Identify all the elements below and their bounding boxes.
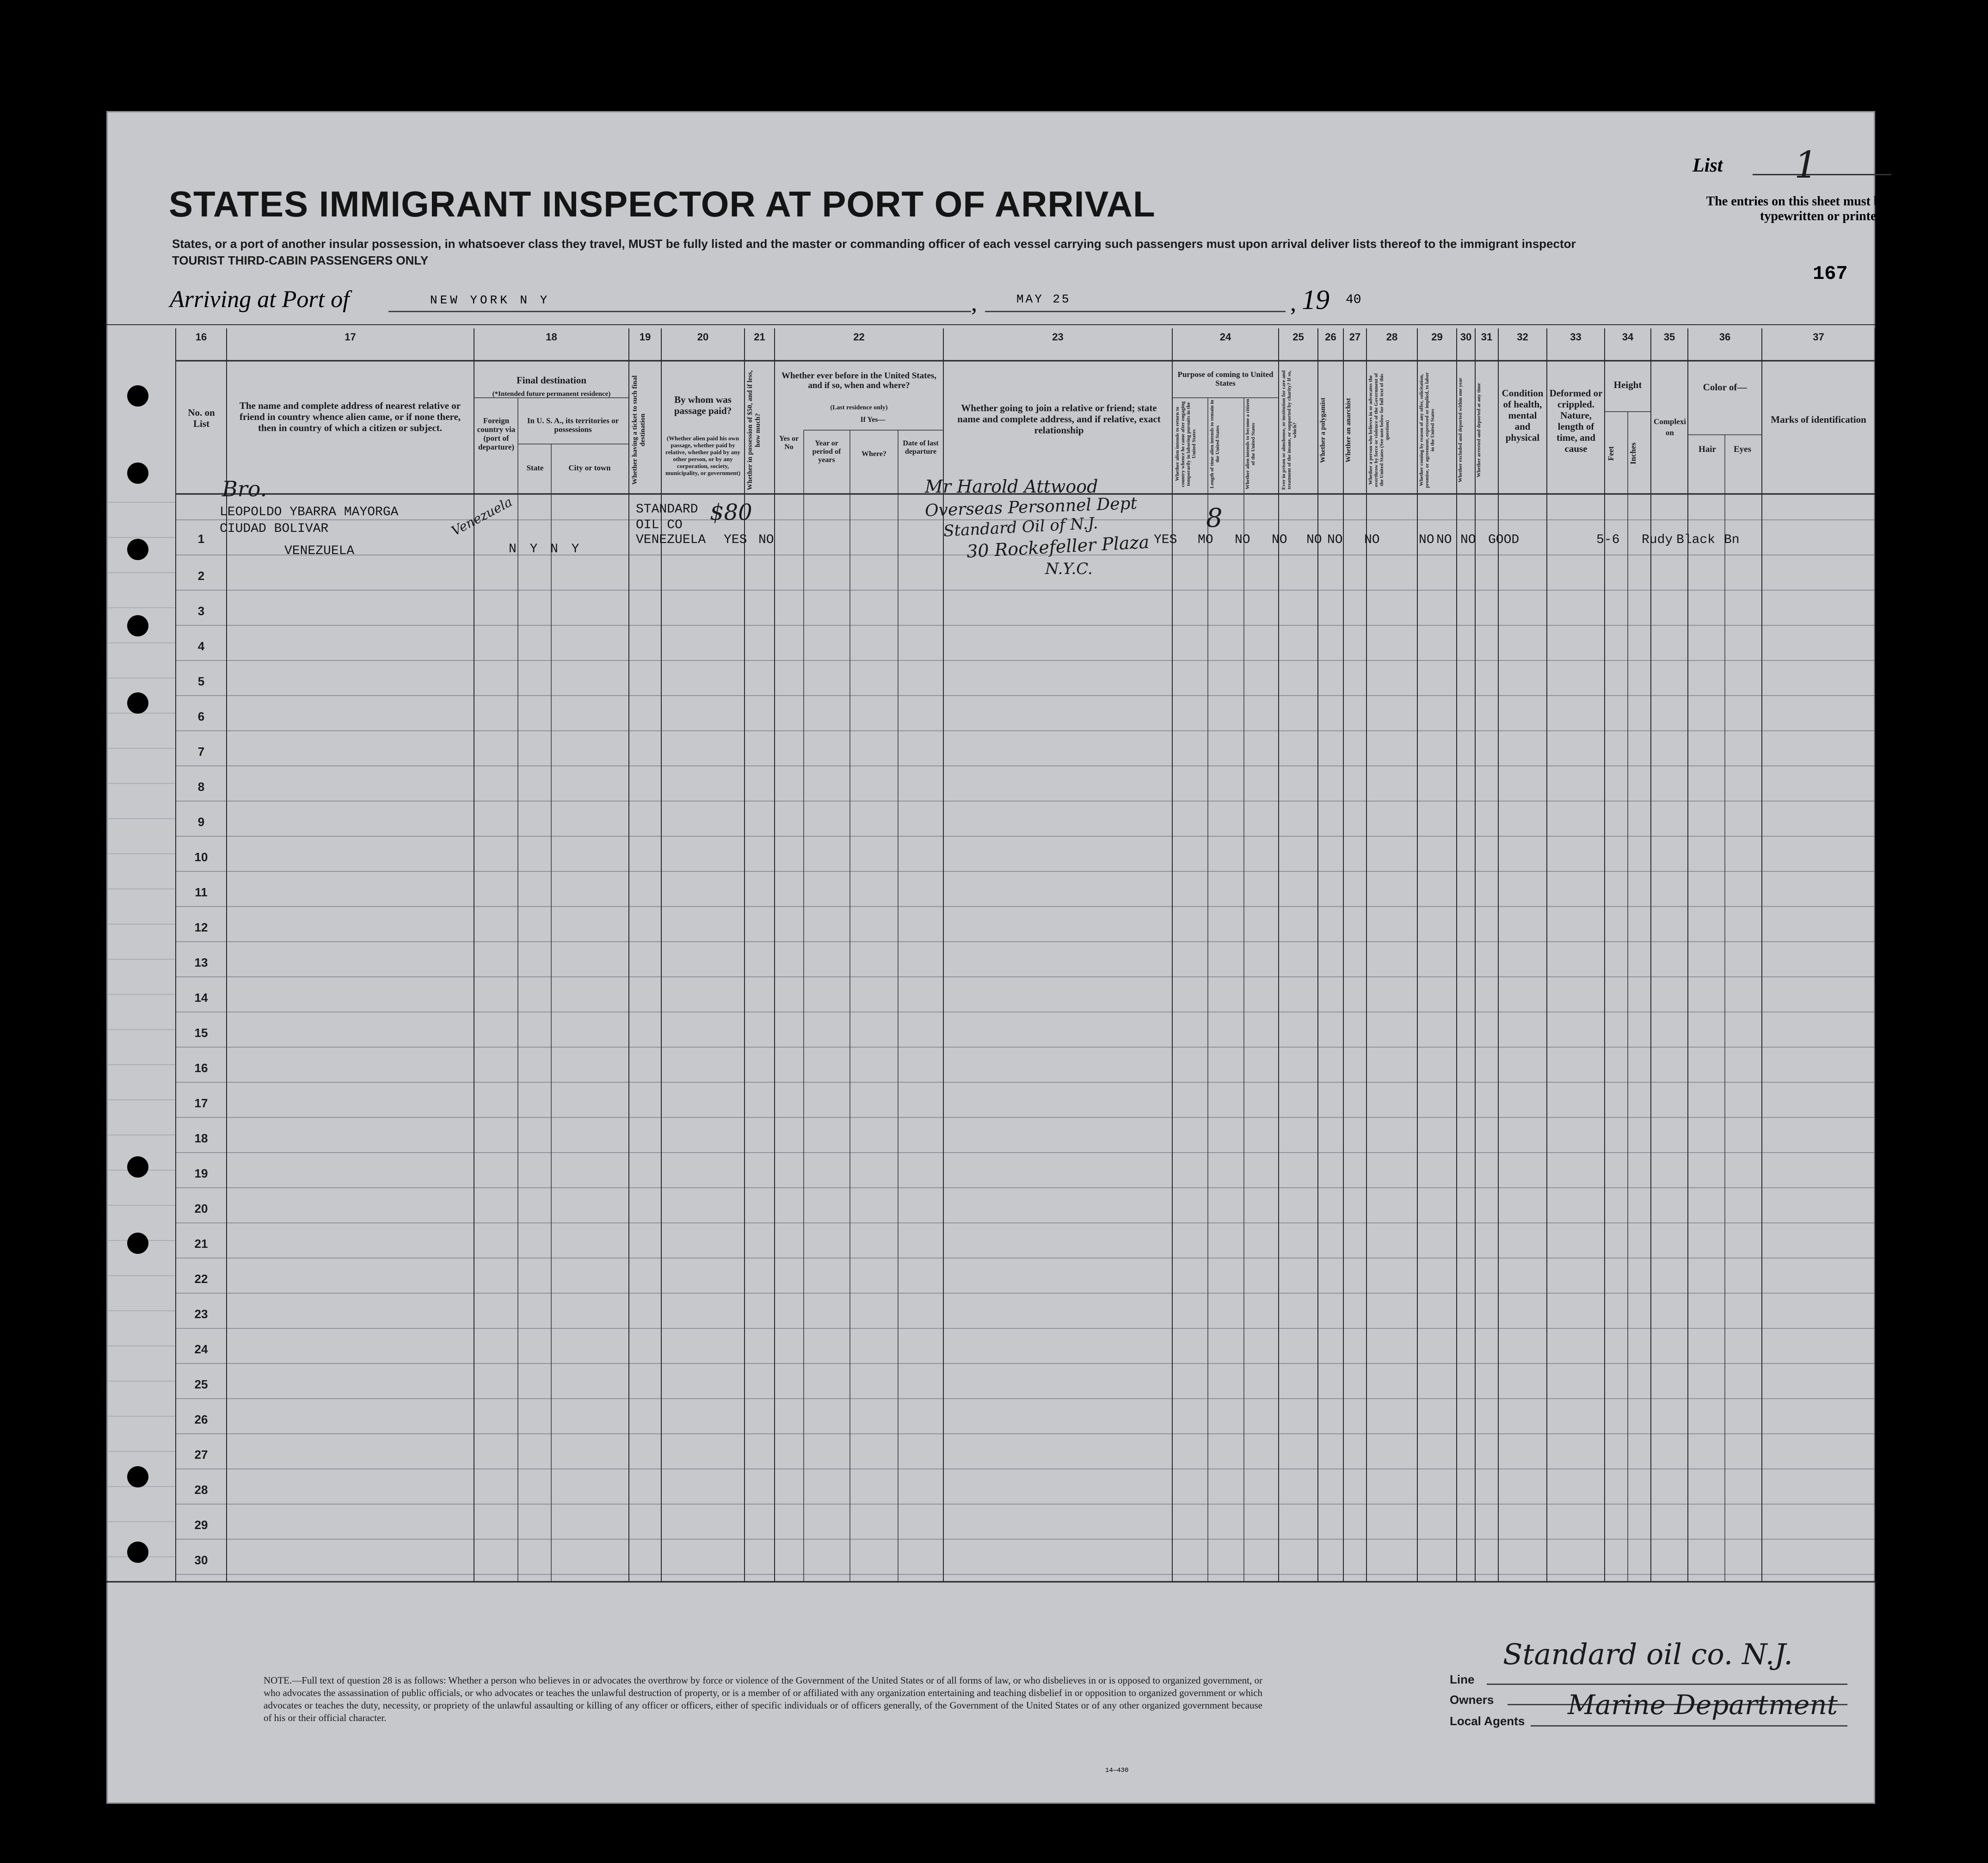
return-intent-value: YES — [1154, 533, 1177, 547]
row-number: 11 — [195, 885, 208, 899]
ever-before-value: NO — [758, 533, 774, 547]
foreign-via-handwritten: Venezuela — [449, 494, 515, 539]
manifest-sheet — [106, 111, 1887, 1804]
row-number: 20 — [194, 1202, 208, 1215]
header-no-on-list: No. on List — [188, 407, 215, 429]
header-if-yes: If Yes— — [860, 416, 886, 424]
header-year-period: Year or period of years — [812, 439, 841, 464]
row-number: 1 — [197, 532, 205, 546]
row-number: 26 — [194, 1413, 208, 1426]
year-prefix: 19 — [1302, 284, 1329, 315]
eyes-value: Bn — [1724, 533, 1740, 547]
row-number: 17 — [194, 1096, 208, 1110]
header-polygamist: Whether a polygamist — [1319, 397, 1327, 463]
agents-underline — [1531, 1725, 1847, 1727]
join-address-line3: Standard Oil of N.J. — [943, 514, 1099, 541]
header-purpose: Purpose of coming to United States — [1177, 370, 1274, 388]
row-number: 10 — [194, 850, 208, 864]
col-num-19: 19 — [639, 331, 651, 343]
punch-hole — [127, 463, 148, 484]
header-prison: Ever in prison or almshouse, or institution for care and treatment of the insane, or supported by charity? If so, which? — [1281, 370, 1298, 490]
header-hair: Hair — [1699, 444, 1716, 454]
col-num-30: 30 — [1460, 331, 1472, 343]
punch-hole — [127, 539, 148, 560]
agents-handwritten: Marine Department — [1568, 1689, 1838, 1721]
header-anarchist: Whether an anarchist — [1345, 398, 1352, 463]
header-color-of: Color of— — [1703, 382, 1747, 393]
punch-hole — [127, 1542, 148, 1563]
row-number: 24 — [194, 1342, 208, 1356]
row-number: 15 — [194, 1026, 208, 1040]
date-value: MAY 25 — [1016, 292, 1071, 306]
row-number: 30 — [194, 1553, 208, 1567]
line-handwritten: Standard oil co. N.J. — [1503, 1637, 1793, 1671]
punch-hole — [127, 385, 148, 407]
complexion-value: Rudy — [1642, 533, 1673, 547]
labor-offer-value: NO — [1419, 533, 1434, 547]
join-name-handwritten: Mr Harold Attwood — [925, 476, 1098, 497]
form-subtitle: States, or a port of another insular possession, in whatsoever class they travel, MUST be fully listed and the master or commanding officer of each vessel carrying such passengers must upon arrival deliver lists thereof to the immigrant inspector — [172, 237, 1576, 251]
relative-city: CIUDAD BOLIVAR — [220, 522, 329, 536]
entries-note: The entries on this sheet must be typewritten or printed. — [1706, 194, 1887, 223]
header-relative-address: The name and complete address of nearest relative or friend in country whence alien came, or if none there, then in country of which a citizen or subject. — [239, 400, 461, 433]
col-num-21: 21 — [754, 331, 765, 343]
punch-hole — [127, 615, 148, 636]
owners-label: Owners — [1450, 1693, 1494, 1707]
row-number: 5 — [197, 674, 205, 688]
join-address-line5: N.Y.C. — [1045, 560, 1093, 578]
header-where: Where? — [862, 450, 886, 458]
col-num-25: 25 — [1293, 331, 1304, 343]
header-join-relative: Whether going to join a relative or friend; state name and complete address, and if relative, exact relationship — [957, 402, 1161, 436]
row-number: 22 — [194, 1272, 208, 1286]
col-num-16: 16 — [195, 331, 207, 343]
join-address-line2: Overseas Personnel Dept — [924, 494, 1138, 520]
hair-value: Black — [1676, 533, 1716, 547]
col-num-35: 35 — [1663, 331, 1675, 343]
punch-hole — [127, 1156, 148, 1178]
header-complexion: Complexion — [1654, 417, 1686, 437]
money-handwritten: $80 — [710, 500, 752, 525]
anarchist-value: NO — [1327, 533, 1343, 547]
row-number: 23 — [194, 1307, 208, 1321]
punch-hole — [127, 1233, 148, 1254]
header-ever-before: Whether ever before in the United States, and if so, when and where? — [781, 371, 937, 390]
header-foreign-country: Foreign country via (port of departure) — [477, 416, 516, 451]
row-number: 19 — [194, 1166, 208, 1180]
col-num-29: 29 — [1431, 331, 1443, 343]
header-state: State — [526, 463, 544, 472]
relative-country: VENEZUELA — [284, 544, 355, 558]
passage-paid-line3: VENEZUELA — [636, 533, 706, 547]
header-marks: Marks of identification — [1771, 414, 1866, 425]
prison-value: NO — [1272, 533, 1287, 547]
state-value: N Y — [509, 542, 541, 556]
local-agents-label: Local Agents — [1450, 1714, 1525, 1728]
header-height: Height — [1613, 379, 1642, 390]
col-num-18: 18 — [546, 331, 557, 343]
col-num-37: 37 — [1813, 331, 1824, 343]
overthrow-value: NO — [1364, 533, 1380, 547]
row-number: 9 — [197, 815, 205, 829]
col-num-27: 27 — [1349, 331, 1361, 343]
height-value: 5-6 — [1596, 533, 1620, 547]
form-title: STATES IMMIGRANT INSPECTOR AT PORT OF ARRIVAL — [169, 184, 1156, 224]
length-stay-value: MO — [1198, 533, 1213, 547]
col-num-31: 31 — [1481, 331, 1493, 343]
header-deformed: Deformed or crippled. Nature, length of time, and cause — [1549, 388, 1603, 454]
citizen-value: NO — [1235, 533, 1250, 547]
punch-hole — [127, 1466, 148, 1487]
header-final-destination-note: (*Intended future permanent residence) — [492, 390, 611, 398]
footer-note: NOTE.—Full text of question 28 is as follows: Whether a person who believes in or advocates the overthrow by force or violence of the Government of the United States or of all forms of law, or who disbelieves in or is opposed to organized government, or who advocates the assassination of public officials, or who advocates or teaches the unlawful destruction of property, or is a member of or affiliated with any organization entertaining and teaching disbelief in or opposition to organized government or which advocates or teaches the duty, necessity, or propriety of the unlawful assaulting or killing of any officer or officers, either of specific individuals or of officers generally, of the Government of the United States or of any other organized government because of his or their official character. — [264, 1675, 1262, 1723]
col-num-26: 26 — [1325, 331, 1336, 343]
row-number: 16 — [194, 1061, 208, 1075]
polygamist-value: NO — [1306, 533, 1322, 547]
header-passage-paid-note: (Whether alien paid his own passage, whether paid by relative, whether paid by any other person, or by any corporation, society, municipality, or government) — [665, 435, 740, 476]
header-excluded: Whether excluded and deported within one year — [1458, 377, 1463, 483]
row-number: 13 — [194, 956, 208, 969]
excluded-value: NO — [1436, 533, 1452, 547]
relative-name: LEOPOLDO YBARRA MAYORGA — [220, 505, 399, 519]
passage-paid-line2: OIL CO — [636, 518, 683, 532]
form-number: 14—430 — [1105, 1767, 1129, 1774]
row-number: 12 — [194, 920, 208, 934]
header-in-usa: In U. S. A., its territories or possessions — [527, 416, 619, 434]
join-address-line4: 30 Rockefeller Plaza — [966, 531, 1150, 562]
comma: , — [971, 290, 977, 316]
header-labor-offer: Whether coming by reason of any offer, solicitation, promise, or agreement, expressed or implied, to labor in the United States — [1419, 372, 1435, 488]
passenger-class-line: TOURIST THIRD-CABIN PASSENGERS ONLY — [172, 253, 429, 267]
header-citizen-intent: Whether alien intends to become a citizen of the United States — [1245, 399, 1256, 489]
row-number: 2 — [197, 569, 205, 583]
sheet-number: 167 — [1813, 263, 1848, 285]
year-suffix: 40 — [1346, 293, 1361, 307]
header-money: Whether in possession of $50, and if less, how much? — [746, 370, 762, 490]
header-return-intent: Whether alien intends to return to country whence he came after engaging temporarily in laboring pursuits in the United States — [1175, 401, 1197, 487]
comma: , — [1290, 290, 1296, 316]
col-num-32: 32 — [1517, 331, 1528, 343]
relation-handwritten: Bro. — [222, 476, 267, 501]
col-num-36: 36 — [1719, 331, 1731, 343]
passage-paid-line1: STANDARD — [636, 502, 698, 517]
col-num-28: 28 — [1386, 331, 1398, 343]
table-grid — [106, 111, 1875, 1804]
row-number: 27 — [194, 1448, 208, 1462]
row-number: 29 — [194, 1518, 208, 1532]
header-final-destination: Final destination — [516, 375, 587, 386]
col-num-23: 23 — [1052, 331, 1064, 343]
port-value: NEW YORK N Y — [430, 293, 550, 307]
header-ever-before-note: (Last residence only) — [830, 404, 888, 411]
arriving-label: Arriving at Port of — [170, 286, 350, 313]
arrested-value: NO — [1460, 533, 1476, 547]
row-number: 14 — [194, 991, 208, 1005]
header-inches: Inches — [1629, 442, 1637, 464]
line-label: Line — [1450, 1672, 1475, 1686]
header-city: City or town — [568, 463, 611, 472]
list-number: 1 — [1794, 143, 1818, 186]
header-ticket: Whether having a ticket to such final destination — [631, 375, 646, 485]
list-label: List — [1693, 155, 1723, 176]
header-feet: Feet — [1606, 446, 1615, 461]
header-passage-paid: By whom was passage paid? — [674, 394, 732, 416]
city-value: N Y — [550, 542, 582, 556]
col-num-33: 33 — [1570, 331, 1582, 343]
health-value: GOOD — [1488, 533, 1520, 547]
punch-hole — [127, 692, 148, 714]
row-number: 4 — [197, 639, 205, 653]
col-num-20: 20 — [697, 331, 709, 343]
col-num-34: 34 — [1622, 331, 1634, 343]
row-number: 8 — [197, 780, 205, 794]
header-arrested: Whether arrested and deported at any time — [1476, 383, 1482, 477]
row-number: 6 — [197, 709, 205, 723]
ticket-value: YES — [724, 533, 747, 547]
header-health: Condition of health, mental and physical — [1502, 388, 1544, 443]
row-number: 21 — [194, 1237, 208, 1251]
col-num-17: 17 — [345, 331, 356, 343]
length-stay-handwritten: 8 — [1206, 503, 1223, 533]
row-number: 18 — [194, 1131, 208, 1145]
header-yes-no: Yes or No — [779, 435, 799, 451]
row-number: 25 — [194, 1377, 208, 1391]
row-number: 7 — [197, 745, 205, 759]
line-underline — [1487, 1684, 1847, 1685]
row-number: 28 — [194, 1483, 208, 1497]
header-length-stay: Length of time alien intends to remain in the United States — [1209, 400, 1220, 488]
col-num-22: 22 — [853, 331, 865, 343]
col-num-24: 24 — [1219, 331, 1231, 343]
header-last-departure: Date of last departure — [903, 439, 939, 456]
row-number: 3 — [197, 604, 205, 618]
header-eyes: Eyes — [1734, 444, 1751, 454]
header-overthrow: Whether a person who believes in or advocates the overthrow by force or violence of the Government of the United States (See note below for full text of this question) — [1368, 373, 1390, 487]
